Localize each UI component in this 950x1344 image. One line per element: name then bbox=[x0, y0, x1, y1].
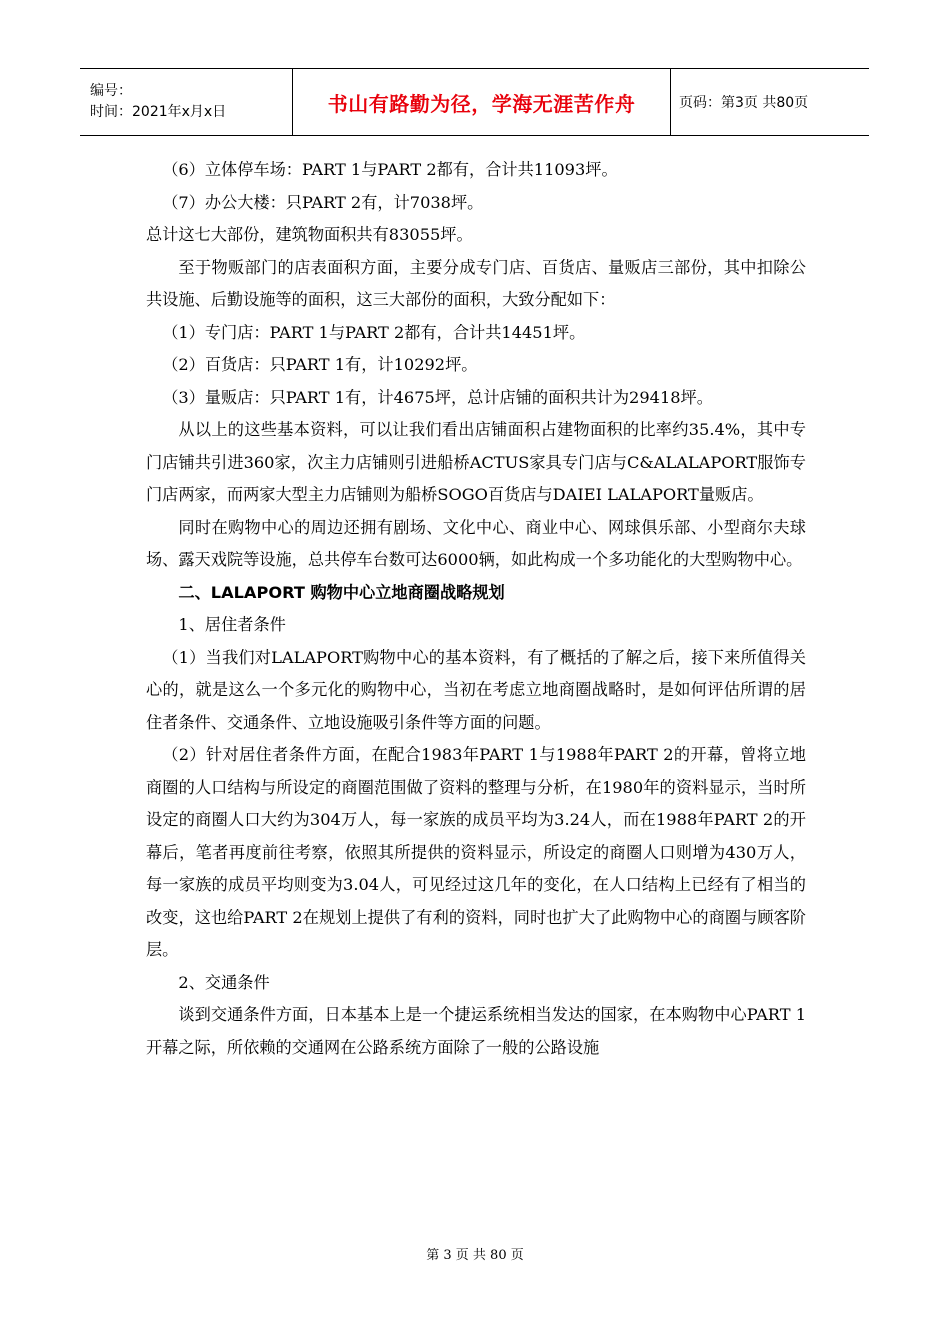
page-footer: 第 3 页 共 80 页 bbox=[426, 1248, 524, 1263]
document-number-label: 编号： bbox=[90, 83, 132, 99]
header-page-code: 页码：第3页 共80页 bbox=[671, 69, 870, 136]
document-body bbox=[146, 154, 806, 1064]
paragraph: （2）针对居住者条件方面，在配合1983年PART 1与1988年PART 2的开幕，曾将立地商圈的人口结构与所设定的商圈范围做了资料的整理与分析，在1980年的资料显示，当时所设定的商圈人口大约为304万人，每一家族的成员平均为3.24人，而在1988年PART 2的开幕后，笔者再度前往考察，依照其所提供的资料显示，所设定的商圈人口则增为430万人，每一家族的成员平均则变为3.04人，可见经过这几年的变化，在人口结构上已经有了相当的改变，这也给PART 2在规划上提供了有利的资料，同时也扩大了此购物中心的商圈与顾客阶层。 bbox=[146, 745, 806, 959]
subsection-heading: 2、交通条件 bbox=[178, 972, 270, 992]
document-date: 时间：2021年x月x日 bbox=[90, 104, 227, 120]
paragraph: 从以上的这些基本资料，可以让我们看出店铺面积占建物面积的比率约35.4%，其中专门店铺共引进360家，次主力店铺则引进船桥ACTUS家具专门店与C&ALALAPORT服饰专门店两家，而两家大型主力店铺则为船桥SOGO百货店与DAIEI LALAPORT量贩店。 bbox=[146, 420, 806, 504]
header-motto-cell bbox=[293, 69, 671, 136]
paragraph: （1）当我们对LALAPORT购物中心的基本资料，有了概括的了解之后，接下来所值得关心的，就是这么一个多元化的购物中心，当初在考虑立地商圈战略时，是如何评估所谓的居住者条件、交通条件、立地设施吸引条件等方面的问题。 bbox=[146, 647, 806, 732]
paragraph: 谈到交通条件方面，日本基本上是一个捷运系统相当发达的国家，在本购物中心PART 1开幕之际，所依赖的交通网在公路系统方面除了一般的公路设施 bbox=[146, 1005, 806, 1057]
paragraph: 总计这七大部份，建筑物面积共有83055坪。 bbox=[146, 225, 473, 244]
paragraph: （6）立体停车场：PART 1与PART 2都有，合计共11093坪。 bbox=[162, 160, 618, 179]
header-motto: 书山有路勤为径，学海无涯苦作舟 bbox=[327, 91, 636, 116]
subsection-heading: 1、居住者条件 bbox=[178, 615, 286, 634]
page-header bbox=[80, 68, 869, 136]
paragraph: （3）量贩店：只PART 1有，计4675坪，总计店铺的面积共计为29418坪。 bbox=[162, 387, 713, 407]
paragraph: （1）专门店：PART 1与PART 2都有，合计共14451坪。 bbox=[162, 322, 586, 342]
paragraph: （7）办公大楼：只PART 2有，计7038坪。 bbox=[162, 192, 484, 212]
paragraph: 至于物贩部门的店表面积方面，主要分成专门店、百货店、量贩店三部份，其中扣除公共设施、后勤设施等的面积，这三大部份的面积，大致分配如下： bbox=[146, 257, 806, 309]
paragraph: 同时在购物中心的周边还拥有剧场、文化中心、商业中心、网球俱乐部、小型商尔夫球场、露天戏院等设施，总共停车台数可达6000辆，如此构成一个多功能化的大型购物中心。 bbox=[146, 517, 806, 569]
section-heading: 二、LALAPORT 购物中心立地商圈战略规划 bbox=[178, 582, 505, 602]
paragraph: （2）百货店：只PART 1有，计10292坪。 bbox=[162, 355, 478, 374]
header-meta bbox=[80, 69, 293, 136]
